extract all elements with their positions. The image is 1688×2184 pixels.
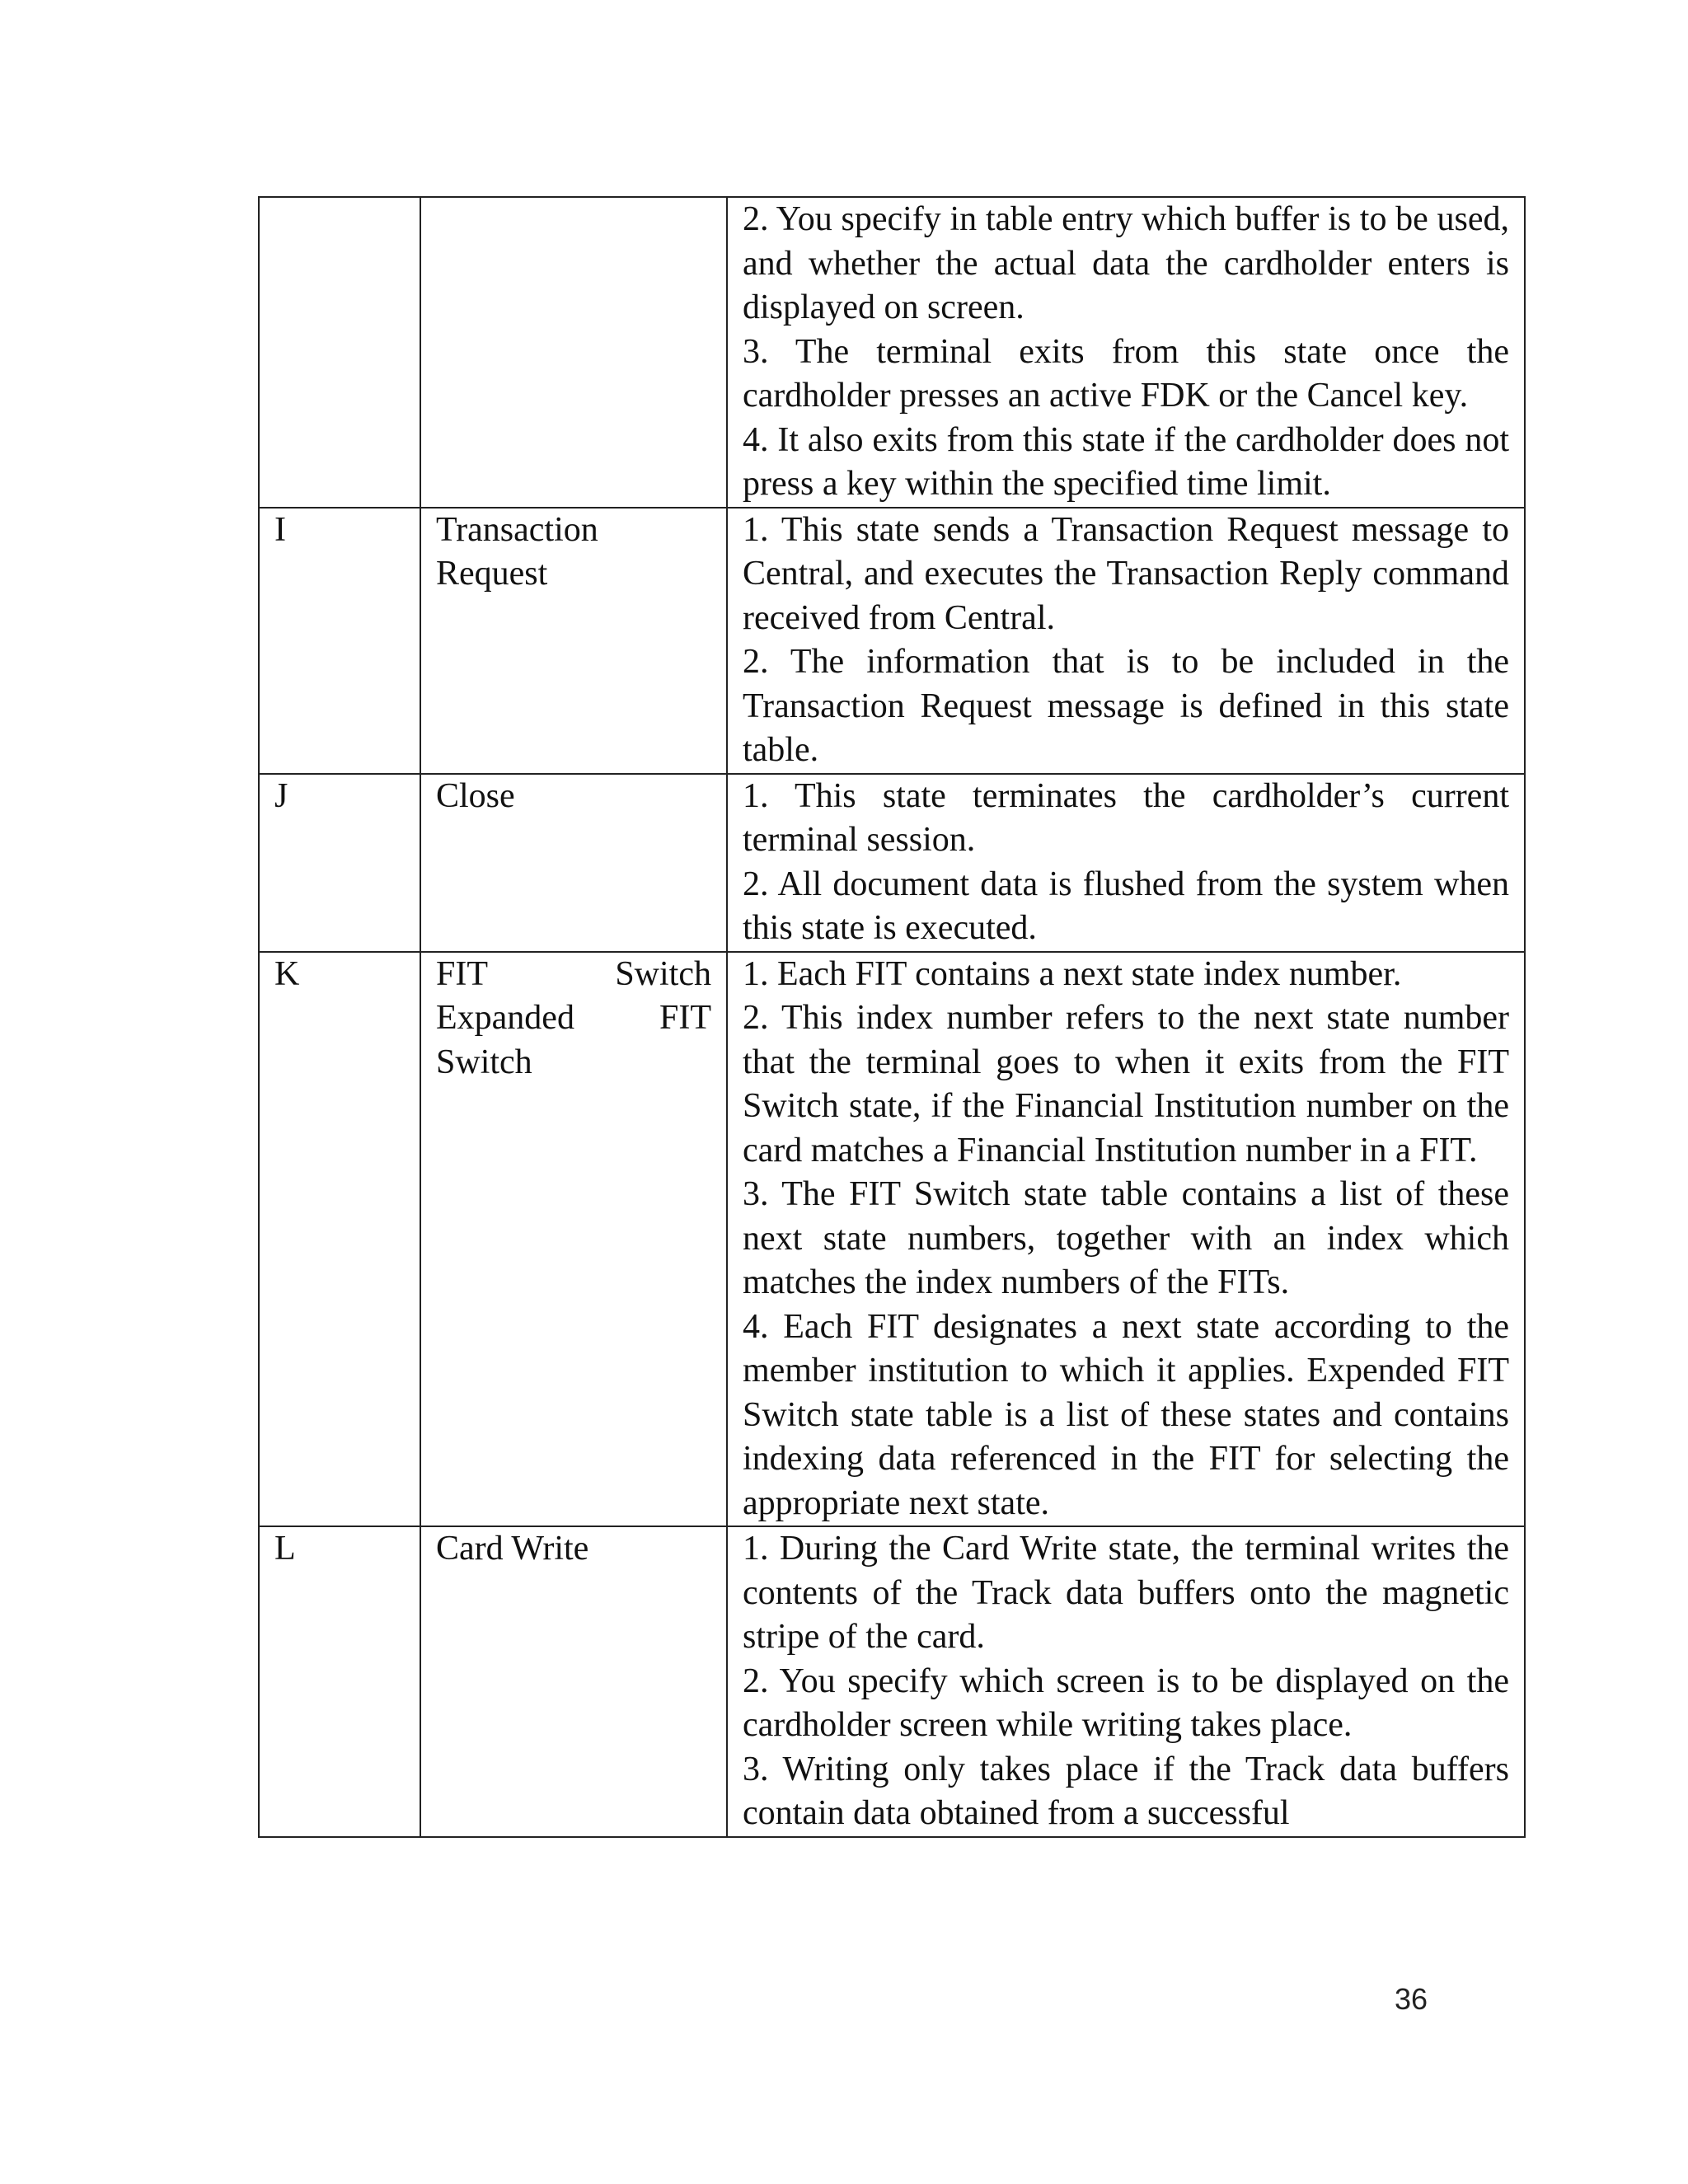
state-code: I: [259, 508, 420, 774]
state-description: 1. Each FIT contains a next state index number. 2. This index number refers to the next state number that the terminal goes to when it exits from the FIT Switch state, if the Financial Institution number on the card matches a Financial Institution number in a FIT. 3. The FIT Switch state table contains a list of these next state numbers, together with an index which matches the index numbers of the FITs. 4. Each FIT designates a next state according to the member institution to which it applies. Expended FIT Switch state table is a list of these states and contains indexing data referenced in the FIT for selecting the appropriate next state.: [727, 952, 1525, 1527]
state-code: J: [259, 774, 420, 952]
table-row: [259, 508, 1525, 774]
state-name: Close: [420, 774, 727, 952]
state-table: [258, 196, 1526, 1838]
state-code: K: [259, 952, 420, 1527]
table-row: [259, 952, 1525, 1527]
table-row: [259, 774, 1525, 952]
state-description: 1. During the Card Write state, the terminal writes the contents of the Track data buffers onto the magnetic stripe of the card. 2. You specify which screen is to be displayed on the cardholder screen while writing takes place. 3. Writing only takes place if the Track data buffers contain data obtained from a successful: [727, 1526, 1525, 1837]
state-name: Card Write: [420, 1526, 727, 1837]
state-name: Transaction Request: [420, 508, 727, 774]
table-row: [259, 1526, 1525, 1837]
state-name: [420, 197, 727, 508]
state-description: 1. This state terminates the cardholder’s current terminal session. 2. All document data is flushed from the system when this state is executed.: [727, 774, 1525, 952]
table-row: [259, 197, 1525, 508]
state-description: 1. This state sends a Transaction Request message to Central, and executes the Transaction Reply command received from Central. 2. The information that is to be included in the Transaction Request message is defined in this state table.: [727, 508, 1525, 774]
state-code: L: [259, 1526, 420, 1837]
state-name: FIT Switch Expanded FIT Switch: [420, 952, 727, 1527]
page-number: 36: [1395, 1982, 1428, 2016]
state-description: 2. You specify in table entry which buffer is to be used, and whether the actual data the cardholder enters is displayed on screen. 3. The terminal exits from this state once the cardholder presses an active FDK or the Cancel key. 4. It also exits from this state if the cardholder does not press a key within the specified time limit.: [727, 197, 1525, 508]
state-code: [259, 197, 420, 508]
